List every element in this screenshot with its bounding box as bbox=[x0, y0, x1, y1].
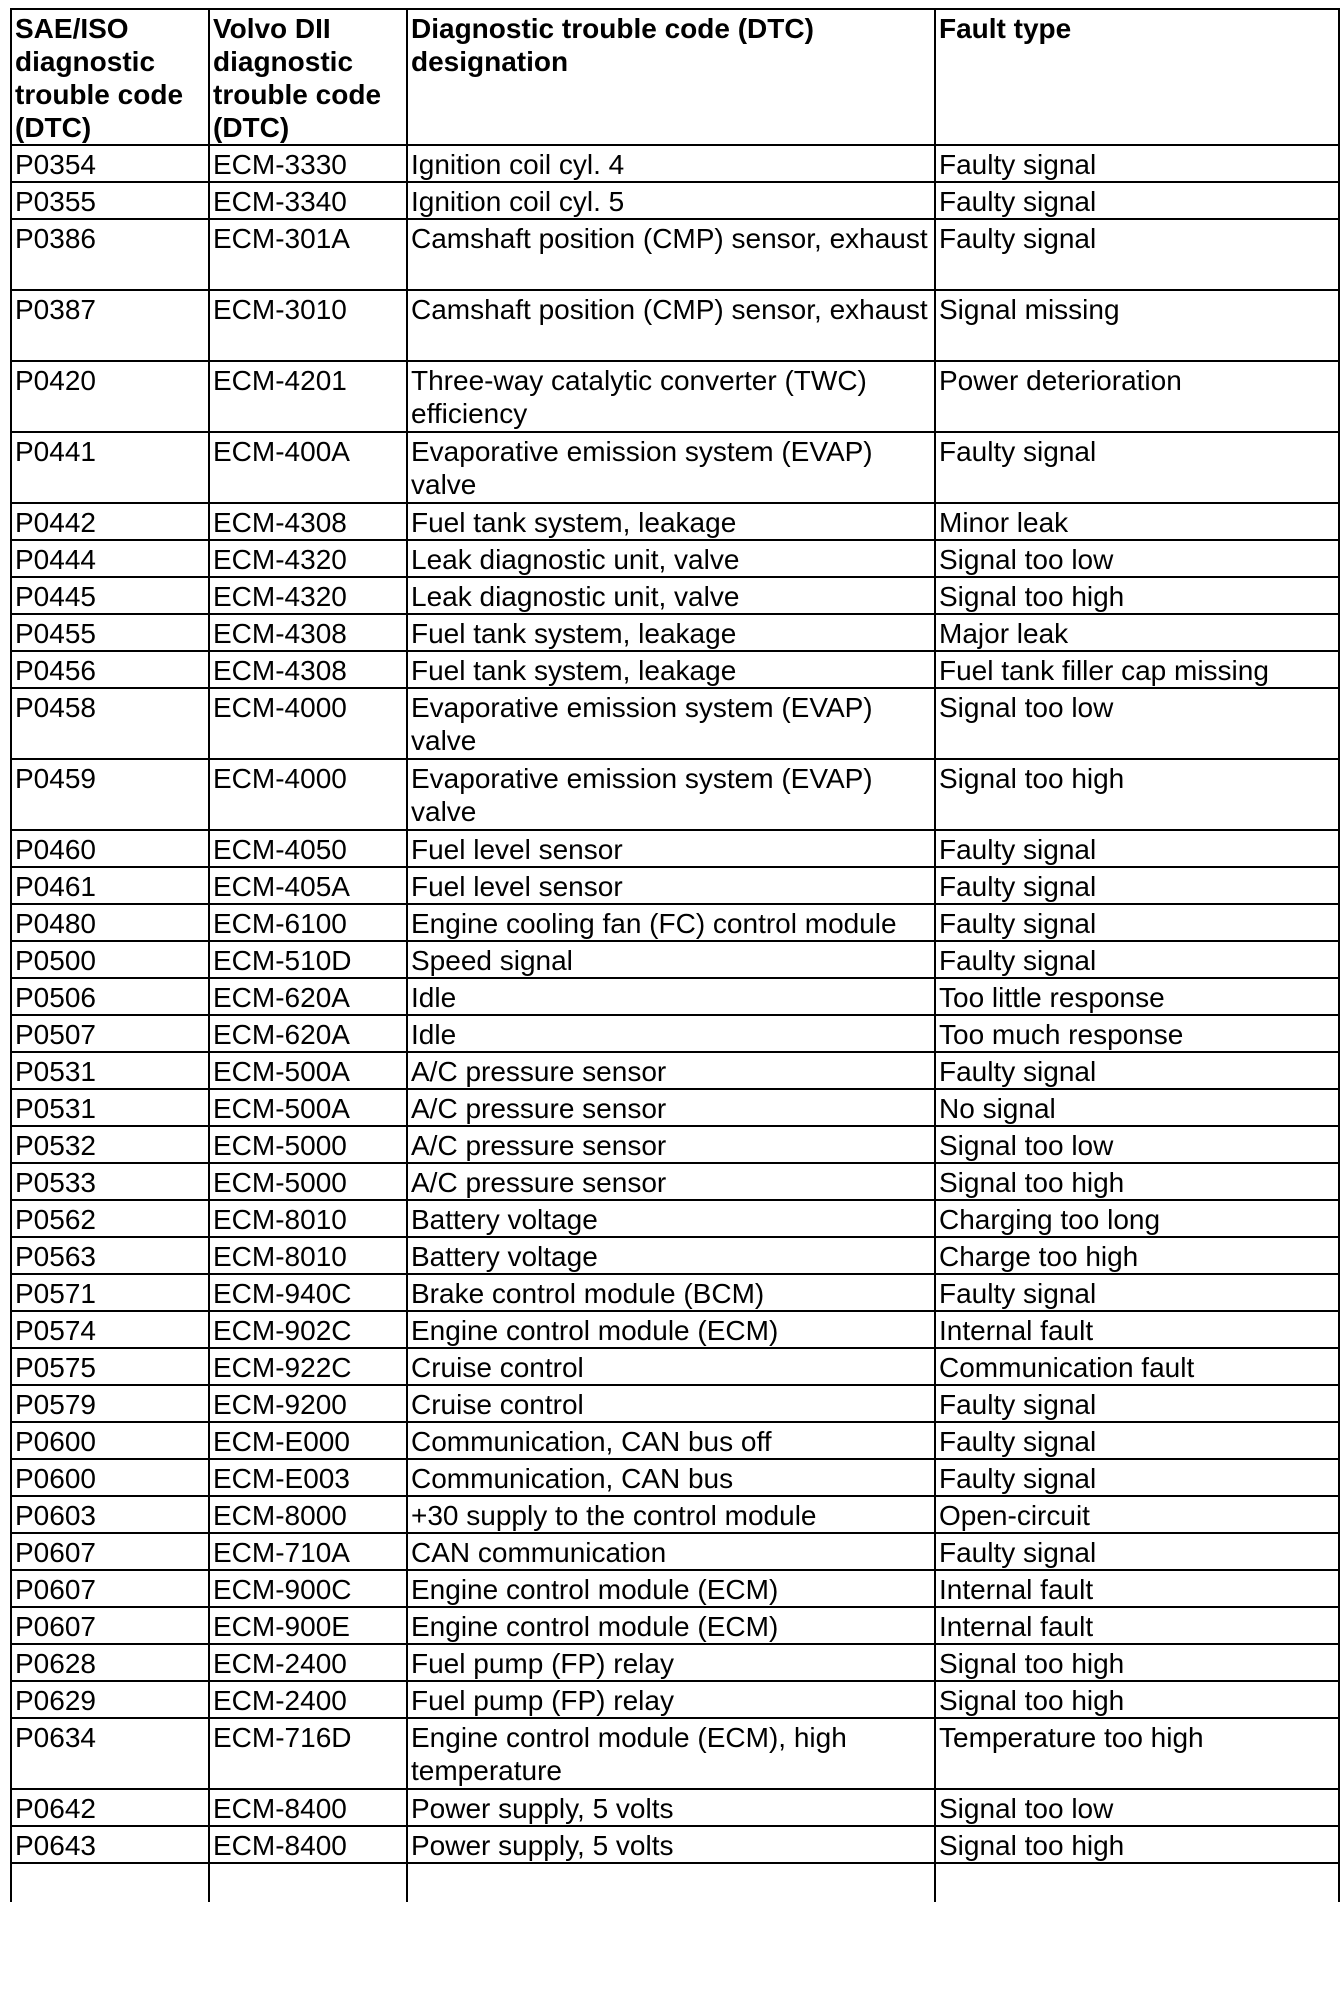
cell-fault-type: Faulty signal bbox=[935, 182, 1339, 219]
cell-volvo-dii-dtc: ECM-900E bbox=[209, 1607, 407, 1644]
cell-dtc-designation: Ignition coil cyl. 5 bbox=[407, 182, 935, 219]
cell-volvo-dii-dtc: ECM-4000 bbox=[209, 759, 407, 830]
cell-volvo-dii-dtc: ECM-4308 bbox=[209, 503, 407, 540]
cell-dtc-designation: Engine control module (ECM), high temperature bbox=[407, 1718, 935, 1789]
cell-sae-iso-dtc: P0642 bbox=[11, 1789, 209, 1826]
table-row-empty bbox=[11, 1863, 1339, 1902]
table-row bbox=[11, 1644, 1339, 1681]
cell-sae-iso-dtc: P0603 bbox=[11, 1496, 209, 1533]
table-row bbox=[11, 830, 1339, 867]
cell-fault-type: Signal too high bbox=[935, 759, 1339, 830]
cell-volvo-dii-dtc: ECM-3340 bbox=[209, 182, 407, 219]
cell-volvo-dii-dtc: ECM-5000 bbox=[209, 1163, 407, 1200]
cell-volvo-dii-dtc: ECM-510D bbox=[209, 941, 407, 978]
cell-sae-iso-dtc: P0460 bbox=[11, 830, 209, 867]
cell-sae-iso-dtc: P0562 bbox=[11, 1200, 209, 1237]
table-row bbox=[11, 1015, 1339, 1052]
cell-dtc-designation: Fuel tank system, leakage bbox=[407, 651, 935, 688]
cell-sae-iso-dtc: P0455 bbox=[11, 614, 209, 651]
cell-sae-iso-dtc: P0607 bbox=[11, 1607, 209, 1644]
cell-dtc-designation: Camshaft position (CMP) sensor, exhaust bbox=[407, 219, 935, 290]
table-row bbox=[11, 1789, 1339, 1826]
cell-volvo-dii-dtc: ECM-2400 bbox=[209, 1681, 407, 1718]
table-row bbox=[11, 577, 1339, 614]
table-row bbox=[11, 1163, 1339, 1200]
table-row bbox=[11, 1681, 1339, 1718]
cell-sae-iso-dtc: P0500 bbox=[11, 941, 209, 978]
cell-fault-type: Faulty signal bbox=[935, 1422, 1339, 1459]
table-row bbox=[11, 503, 1339, 540]
cell-dtc-designation: Three-way catalytic converter (TWC) efficiency bbox=[407, 361, 935, 432]
cell-volvo-dii-dtc: ECM-902C bbox=[209, 1311, 407, 1348]
cell-volvo-dii-dtc: ECM-4050 bbox=[209, 830, 407, 867]
cell-sae-iso-dtc: P0579 bbox=[11, 1385, 209, 1422]
cell-dtc-designation: Fuel pump (FP) relay bbox=[407, 1644, 935, 1681]
cell-fault-type: Internal fault bbox=[935, 1311, 1339, 1348]
cell-dtc-designation: Engine control module (ECM) bbox=[407, 1607, 935, 1644]
dtc-table bbox=[10, 8, 1340, 1902]
cell-dtc-designation: Leak diagnostic unit, valve bbox=[407, 540, 935, 577]
cell-dtc-designation: Engine control module (ECM) bbox=[407, 1311, 935, 1348]
cell-fault-type: Signal too high bbox=[935, 577, 1339, 614]
cell-fault-type: Faulty signal bbox=[935, 1052, 1339, 1089]
cell-volvo-dii-dtc: ECM-3330 bbox=[209, 145, 407, 182]
cell-dtc-designation: Idle bbox=[407, 1015, 935, 1052]
cell-volvo-dii-dtc: ECM-3010 bbox=[209, 290, 407, 361]
table-row bbox=[11, 1348, 1339, 1385]
cell-sae-iso-dtc: P0444 bbox=[11, 540, 209, 577]
cell-fault-type: Faulty signal bbox=[935, 1385, 1339, 1422]
cell-volvo-dii-dtc: ECM-4000 bbox=[209, 688, 407, 759]
table-row bbox=[11, 145, 1339, 182]
cell-volvo-dii-dtc: ECM-4320 bbox=[209, 540, 407, 577]
cell-fault-type: Faulty signal bbox=[935, 219, 1339, 290]
cell-dtc-designation: Idle bbox=[407, 978, 935, 1015]
cell-fault-type: Signal too high bbox=[935, 1681, 1339, 1718]
cell-fault-type: No signal bbox=[935, 1089, 1339, 1126]
cell-fault-type: Faulty signal bbox=[935, 1274, 1339, 1311]
cell-sae-iso-dtc: P0420 bbox=[11, 361, 209, 432]
table-row bbox=[11, 904, 1339, 941]
header-sae-iso-dtc: SAE/ISO diagnostic trouble code (DTC) bbox=[11, 9, 209, 145]
table-row bbox=[11, 1089, 1339, 1126]
cell-volvo-dii-dtc: ECM-301A bbox=[209, 219, 407, 290]
cell-volvo-dii-dtc: ECM-922C bbox=[209, 1348, 407, 1385]
cell-fault-type: Communication fault bbox=[935, 1348, 1339, 1385]
cell-fault-type: Faulty signal bbox=[935, 904, 1339, 941]
cell-fault-type: Too little response bbox=[935, 978, 1339, 1015]
cell-volvo-dii-dtc: ECM-4308 bbox=[209, 614, 407, 651]
cell-volvo-dii-dtc: ECM-8010 bbox=[209, 1200, 407, 1237]
cell-dtc-designation: Fuel pump (FP) relay bbox=[407, 1681, 935, 1718]
cell-dtc-designation: Fuel tank system, leakage bbox=[407, 614, 935, 651]
cell-sae-iso-dtc: P0571 bbox=[11, 1274, 209, 1311]
cell-sae-iso-dtc: P0458 bbox=[11, 688, 209, 759]
table-row bbox=[11, 614, 1339, 651]
table-row bbox=[11, 1422, 1339, 1459]
cell-sae-iso-dtc: P0387 bbox=[11, 290, 209, 361]
cell-volvo-dii-dtc: ECM-4308 bbox=[209, 651, 407, 688]
table-row bbox=[11, 1496, 1339, 1533]
cell-sae-iso-dtc: P0480 bbox=[11, 904, 209, 941]
cell-sae-iso-dtc: P0575 bbox=[11, 1348, 209, 1385]
cell-fault-type: Signal too low bbox=[935, 540, 1339, 577]
cell-fault-type: Too much response bbox=[935, 1015, 1339, 1052]
cell-sae-iso-dtc: P0442 bbox=[11, 503, 209, 540]
table-row bbox=[11, 1200, 1339, 1237]
cell-fault-type: Signal too low bbox=[935, 1126, 1339, 1163]
header-dtc-designation: Diagnostic trouble code (DTC) designation bbox=[407, 9, 935, 145]
table-row bbox=[11, 1459, 1339, 1496]
cell-fault-type: Major leak bbox=[935, 614, 1339, 651]
cell-sae-iso-dtc: P0441 bbox=[11, 432, 209, 503]
cell-dtc-designation: Engine cooling fan (FC) control module bbox=[407, 904, 935, 941]
cell-volvo-dii-dtc: ECM-E003 bbox=[209, 1459, 407, 1496]
table-row bbox=[11, 941, 1339, 978]
cell-volvo-dii-dtc: ECM-E000 bbox=[209, 1422, 407, 1459]
table-row bbox=[11, 361, 1339, 432]
cell-fault-type: Signal missing bbox=[935, 290, 1339, 361]
cell-sae-iso-dtc: P0532 bbox=[11, 1126, 209, 1163]
cell-volvo-dii-dtc: ECM-500A bbox=[209, 1052, 407, 1089]
table-row bbox=[11, 1570, 1339, 1607]
cell-volvo-dii-dtc: ECM-2400 bbox=[209, 1644, 407, 1681]
empty-cell bbox=[407, 1863, 935, 1902]
table-row bbox=[11, 1607, 1339, 1644]
cell-sae-iso-dtc: P0634 bbox=[11, 1718, 209, 1789]
cell-dtc-designation: Battery voltage bbox=[407, 1200, 935, 1237]
cell-sae-iso-dtc: P0506 bbox=[11, 978, 209, 1015]
table-row bbox=[11, 432, 1339, 503]
table-row bbox=[11, 688, 1339, 759]
cell-fault-type: Fuel tank filler cap missing bbox=[935, 651, 1339, 688]
cell-sae-iso-dtc: P0531 bbox=[11, 1089, 209, 1126]
cell-volvo-dii-dtc: ECM-8010 bbox=[209, 1237, 407, 1274]
cell-fault-type: Signal too high bbox=[935, 1644, 1339, 1681]
cell-sae-iso-dtc: P0445 bbox=[11, 577, 209, 614]
cell-fault-type: Charge too high bbox=[935, 1237, 1339, 1274]
cell-fault-type: Charging too long bbox=[935, 1200, 1339, 1237]
cell-dtc-designation: CAN communication bbox=[407, 1533, 935, 1570]
cell-fault-type: Internal fault bbox=[935, 1570, 1339, 1607]
cell-sae-iso-dtc: P0461 bbox=[11, 867, 209, 904]
table-row bbox=[11, 651, 1339, 688]
cell-dtc-designation: Power supply, 5 volts bbox=[407, 1826, 935, 1863]
table-row bbox=[11, 759, 1339, 830]
table-row bbox=[11, 182, 1339, 219]
cell-dtc-designation: Evaporative emission system (EVAP) valve bbox=[407, 432, 935, 503]
cell-dtc-designation: Communication, CAN bus off bbox=[407, 1422, 935, 1459]
document-page bbox=[10, 8, 1338, 1902]
cell-dtc-designation: A/C pressure sensor bbox=[407, 1126, 935, 1163]
table-row bbox=[11, 1237, 1339, 1274]
table-row bbox=[11, 867, 1339, 904]
cell-fault-type: Temperature too high bbox=[935, 1718, 1339, 1789]
cell-dtc-designation: +30 supply to the control module bbox=[407, 1496, 935, 1533]
cell-fault-type: Open-circuit bbox=[935, 1496, 1339, 1533]
cell-sae-iso-dtc: P0628 bbox=[11, 1644, 209, 1681]
cell-dtc-designation: Communication, CAN bus bbox=[407, 1459, 935, 1496]
table-row bbox=[11, 1311, 1339, 1348]
table-row bbox=[11, 1533, 1339, 1570]
table-body bbox=[11, 145, 1339, 1902]
table-row bbox=[11, 290, 1339, 361]
cell-volvo-dii-dtc: ECM-4201 bbox=[209, 361, 407, 432]
cell-dtc-designation: Camshaft position (CMP) sensor, exhaust bbox=[407, 290, 935, 361]
cell-dtc-designation: Cruise control bbox=[407, 1348, 935, 1385]
cell-volvo-dii-dtc: ECM-8000 bbox=[209, 1496, 407, 1533]
cell-dtc-designation: Brake control module (BCM) bbox=[407, 1274, 935, 1311]
cell-fault-type: Faulty signal bbox=[935, 1533, 1339, 1570]
cell-sae-iso-dtc: P0459 bbox=[11, 759, 209, 830]
table-row bbox=[11, 1052, 1339, 1089]
table-row bbox=[11, 1826, 1339, 1863]
cell-volvo-dii-dtc: ECM-900C bbox=[209, 1570, 407, 1607]
table-header bbox=[11, 9, 1339, 145]
cell-volvo-dii-dtc: ECM-5000 bbox=[209, 1126, 407, 1163]
cell-sae-iso-dtc: P0533 bbox=[11, 1163, 209, 1200]
cell-sae-iso-dtc: P0531 bbox=[11, 1052, 209, 1089]
cell-volvo-dii-dtc: ECM-405A bbox=[209, 867, 407, 904]
cell-sae-iso-dtc: P0600 bbox=[11, 1459, 209, 1496]
header-volvo-dii-dtc: Volvo DII diagnostic trouble code (DTC) bbox=[209, 9, 407, 145]
cell-dtc-designation: Ignition coil cyl. 4 bbox=[407, 145, 935, 182]
cell-sae-iso-dtc: P0456 bbox=[11, 651, 209, 688]
table-row bbox=[11, 1126, 1339, 1163]
cell-dtc-designation: Evaporative emission system (EVAP) valve bbox=[407, 759, 935, 830]
cell-dtc-designation: A/C pressure sensor bbox=[407, 1089, 935, 1126]
cell-dtc-designation: Cruise control bbox=[407, 1385, 935, 1422]
cell-volvo-dii-dtc: ECM-500A bbox=[209, 1089, 407, 1126]
cell-fault-type: Faulty signal bbox=[935, 1459, 1339, 1496]
cell-fault-type: Faulty signal bbox=[935, 145, 1339, 182]
cell-dtc-designation: Speed signal bbox=[407, 941, 935, 978]
cell-dtc-designation: Power supply, 5 volts bbox=[407, 1789, 935, 1826]
cell-dtc-designation: Fuel tank system, leakage bbox=[407, 503, 935, 540]
cell-sae-iso-dtc: P0355 bbox=[11, 182, 209, 219]
empty-cell bbox=[11, 1863, 209, 1902]
cell-dtc-designation: A/C pressure sensor bbox=[407, 1163, 935, 1200]
cell-dtc-designation: A/C pressure sensor bbox=[407, 1052, 935, 1089]
header-fault-type: Fault type bbox=[935, 9, 1339, 145]
cell-sae-iso-dtc: P0386 bbox=[11, 219, 209, 290]
empty-cell bbox=[209, 1863, 407, 1902]
cell-fault-type: Faulty signal bbox=[935, 941, 1339, 978]
cell-sae-iso-dtc: P0629 bbox=[11, 1681, 209, 1718]
cell-volvo-dii-dtc: ECM-8400 bbox=[209, 1826, 407, 1863]
cell-sae-iso-dtc: P0607 bbox=[11, 1570, 209, 1607]
cell-volvo-dii-dtc: ECM-716D bbox=[209, 1718, 407, 1789]
cell-fault-type: Faulty signal bbox=[935, 432, 1339, 503]
table-row bbox=[11, 1385, 1339, 1422]
cell-dtc-designation: Fuel level sensor bbox=[407, 867, 935, 904]
table-row bbox=[11, 540, 1339, 577]
cell-volvo-dii-dtc: ECM-400A bbox=[209, 432, 407, 503]
cell-fault-type: Faulty signal bbox=[935, 830, 1339, 867]
cell-dtc-designation: Evaporative emission system (EVAP) valve bbox=[407, 688, 935, 759]
cell-volvo-dii-dtc: ECM-6100 bbox=[209, 904, 407, 941]
cell-fault-type: Signal too high bbox=[935, 1826, 1339, 1863]
table-row bbox=[11, 978, 1339, 1015]
cell-volvo-dii-dtc: ECM-940C bbox=[209, 1274, 407, 1311]
table-row bbox=[11, 1718, 1339, 1789]
cell-dtc-designation: Engine control module (ECM) bbox=[407, 1570, 935, 1607]
cell-sae-iso-dtc: P0600 bbox=[11, 1422, 209, 1459]
cell-fault-type: Internal fault bbox=[935, 1607, 1339, 1644]
cell-sae-iso-dtc: P0354 bbox=[11, 145, 209, 182]
cell-sae-iso-dtc: P0643 bbox=[11, 1826, 209, 1863]
cell-fault-type: Signal too low bbox=[935, 1789, 1339, 1826]
cell-volvo-dii-dtc: ECM-9200 bbox=[209, 1385, 407, 1422]
cell-volvo-dii-dtc: ECM-620A bbox=[209, 1015, 407, 1052]
cell-sae-iso-dtc: P0507 bbox=[11, 1015, 209, 1052]
cell-fault-type: Power deterioration bbox=[935, 361, 1339, 432]
cell-sae-iso-dtc: P0563 bbox=[11, 1237, 209, 1274]
cell-volvo-dii-dtc: ECM-4320 bbox=[209, 577, 407, 614]
empty-cell bbox=[935, 1863, 1339, 1902]
cell-dtc-designation: Battery voltage bbox=[407, 1237, 935, 1274]
cell-volvo-dii-dtc: ECM-710A bbox=[209, 1533, 407, 1570]
table-row bbox=[11, 219, 1339, 290]
cell-sae-iso-dtc: P0574 bbox=[11, 1311, 209, 1348]
cell-volvo-dii-dtc: ECM-620A bbox=[209, 978, 407, 1015]
cell-fault-type: Signal too low bbox=[935, 688, 1339, 759]
cell-fault-type: Faulty signal bbox=[935, 867, 1339, 904]
cell-dtc-designation: Leak diagnostic unit, valve bbox=[407, 577, 935, 614]
cell-sae-iso-dtc: P0607 bbox=[11, 1533, 209, 1570]
cell-fault-type: Signal too high bbox=[935, 1163, 1339, 1200]
cell-dtc-designation: Fuel level sensor bbox=[407, 830, 935, 867]
cell-fault-type: Minor leak bbox=[935, 503, 1339, 540]
cell-volvo-dii-dtc: ECM-8400 bbox=[209, 1789, 407, 1826]
header-row bbox=[11, 9, 1339, 145]
table-row bbox=[11, 1274, 1339, 1311]
